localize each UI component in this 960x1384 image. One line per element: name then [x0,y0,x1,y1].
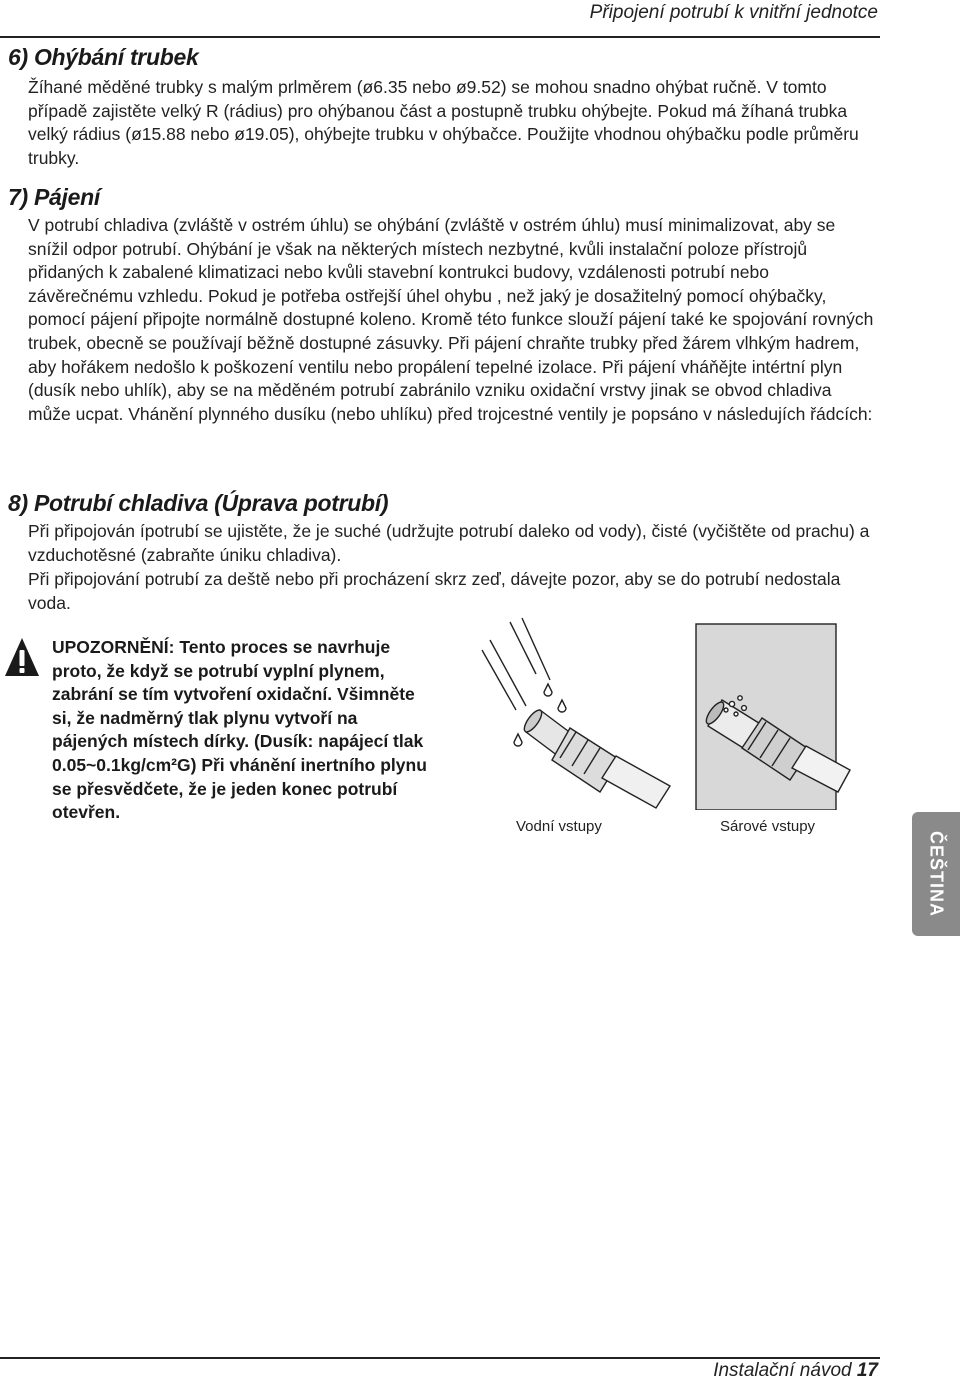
warning-text: UPOZORNĚNÍ: Tento proces se navrhuje proto, že když se potrubí vyplní plynem, zabrání se tím vytvoření oxidační. Všimněte si, že nadměrný tlak plynu vytvoří na pájených místech dírky. (Dusík: napájecí tlak 0.05~0.1kg/cm²G) Při vhánění inertního plynu se přesvědčete, že je jeden konec potrubí otevřen. [52,637,427,823]
section-6-body: Žíhané měděné trubky s malým prlměrem (ø6.35 nebo ø9.52) se mohou snadno ohýbat ručně. V tomto případě zajistěte velký R (rádius) pro ohýbanou část a postupně trubku ohýbejte. Pokud má žíhaná trubka velký rádius (ø15.88 nebo ø19.05), ohýbejte trubku v ohýbačce. Použijte vhodnou ohýbačku podle průměru trubky. [28,77,859,168]
water-entry-figure [482,618,670,808]
footer-manual-title: Instalační návod [713,1360,852,1381]
section-7-number: 7) [8,184,28,210]
section-7-body: V potrubí chladiva (zvláště v ostrém úhlu) se ohýbání (zvláště v ostrém úhlu) musí minimalizovat, aby se snížil odpor potrubí. Ohýbání je však na některých místech nezbytné, kvůli instalační poloze přístrojů přidaných k zabalené klimatizaci nebo kvůli stavební kontrukci budovy, vzdálenosti potrubí nebo závěrečnému vzhledu. Pokud je potřeba ostřejší úhel ohybu , než jaký je dosažitelný pomocí ohýbačky, pomocí pájení připojte normálně dostupné koleno. Kromě této funkce slouží pájení také ke spojování rovných trubek, obecně se používají běžně dostupné zásuvky. Při pájení chraňte trubky před žárem vlhkým hadrem, aby hořákem nedošlo k poškození ventilu nebo propálení tepelné izolace. Při pájení vháňějte intértní plyn (dusík nebo uhlík), aby se na měděném potrubí zabránilo vzniku oxidační vrstvy jinak se obvod chladiva může ucpat. Vhánění plynného dusíku (nebo uhlíku) před trojcestné ventily je popsáno v následujích řádcích: [28,215,874,424]
section-8-body-1: Při připojován ípotrubí se ujistěte, že je suché (udržujte potrubí daleko od vody), čisté (vyčištěte od prachu) a vzduchotěsné (zabraňte úniku chladiva). [28,521,870,565]
page-header-title: Připojení potrubí k vnitřní jednotce [589,2,878,23]
section-7-title [8,184,100,211]
warning-triangle-icon [4,636,40,680]
language-tab [912,812,960,936]
section-6-title: 6) Ohýbání trubek [8,44,199,70]
section-7-heading: Pájení [33,184,100,210]
header-divider [0,36,880,38]
page-number: 17 [856,1360,878,1381]
caption-dirt-entry: Sárové vstupy [720,818,816,835]
section-8-title [8,490,388,517]
pipe-illustration [470,610,880,810]
dirt-entry-figure [696,624,850,810]
language-tab-label: ČEŠTINA [926,830,947,918]
footer-divider [0,1357,880,1359]
page-footer [713,1360,878,1382]
section-8-heading: Potrubí chladiva (Úprava potrubí) [33,490,389,516]
section-8-number: 8) [8,490,28,516]
caption-water-entry: Vodní vstupy [516,818,602,835]
section-8-body-2: Při připojování potrubí za deště nebo při procházení skrz zeď, dávejte pozor, aby se do potrubí nedostala voda. [28,569,841,613]
